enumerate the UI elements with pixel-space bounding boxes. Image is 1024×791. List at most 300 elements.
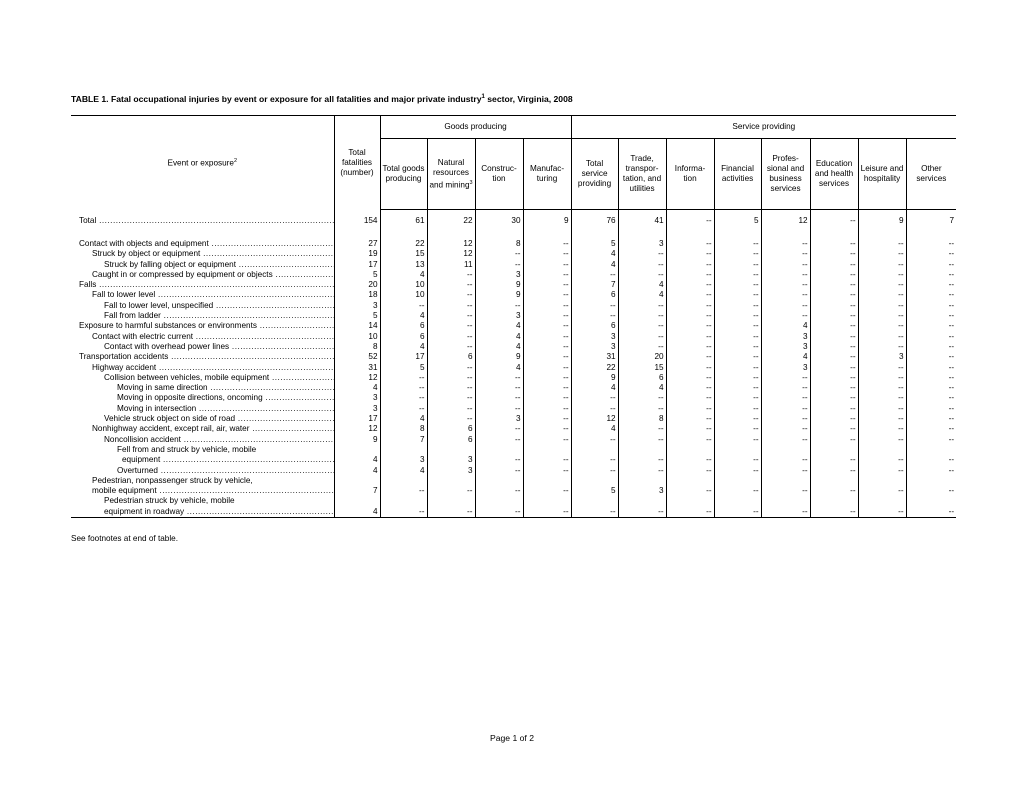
row-value: 3 xyxy=(618,239,666,249)
row-label: Highway accident ..... xyxy=(71,363,334,373)
row-value: -- xyxy=(906,290,956,300)
row-value: -- xyxy=(761,404,810,414)
row-value: 7 xyxy=(380,435,427,445)
row-value: 10 xyxy=(334,332,380,342)
row-value: -- xyxy=(380,404,427,414)
row-value: -- xyxy=(475,455,523,465)
fatalities-table xyxy=(71,115,956,518)
table-row xyxy=(71,383,956,393)
row-value: -- xyxy=(666,435,714,445)
table-row xyxy=(71,280,956,290)
row-value: 3 xyxy=(334,393,380,403)
row-value: -- xyxy=(523,414,571,424)
row-value: -- xyxy=(810,290,858,300)
row-label: Exposure to harmful substances or environments ..... xyxy=(71,321,334,331)
row-label: mobile equipment ..... xyxy=(71,486,334,496)
row-value: -- xyxy=(475,507,523,518)
row-value: 7 xyxy=(571,280,618,290)
row-value: -- xyxy=(618,424,666,434)
row-value: -- xyxy=(858,507,906,518)
row-value: -- xyxy=(858,342,906,352)
row-value xyxy=(475,476,523,486)
row-value: -- xyxy=(714,414,761,424)
row-value: 9 xyxy=(475,352,523,362)
row-value: -- xyxy=(714,383,761,393)
row-value: -- xyxy=(906,311,956,321)
row-value: 12 xyxy=(334,373,380,383)
row-value: -- xyxy=(714,342,761,352)
row-value: 8 xyxy=(380,424,427,434)
row-value: 7 xyxy=(334,486,380,496)
row-value: -- xyxy=(380,301,427,311)
row-value: -- xyxy=(906,414,956,424)
table-row xyxy=(71,486,956,496)
row-value: -- xyxy=(427,373,475,383)
row-value: -- xyxy=(858,321,906,331)
row-value: 41 xyxy=(618,210,666,233)
row-value: -- xyxy=(906,260,956,270)
row-value: -- xyxy=(858,466,906,476)
row-value: -- xyxy=(714,249,761,259)
row-value: -- xyxy=(427,507,475,518)
row-value: -- xyxy=(714,486,761,496)
row-value: -- xyxy=(427,393,475,403)
row-value: -- xyxy=(761,270,810,280)
row-value: -- xyxy=(571,466,618,476)
row-value: -- xyxy=(858,260,906,270)
row-value: -- xyxy=(810,260,858,270)
row-value: -- xyxy=(810,239,858,249)
row-value: 4 xyxy=(475,342,523,352)
row-value: -- xyxy=(714,290,761,300)
row-value: -- xyxy=(810,507,858,518)
row-value: 9 xyxy=(523,210,571,233)
row-label: equipment in roadway ..... xyxy=(71,507,334,518)
row-value: -- xyxy=(714,280,761,290)
row-value: -- xyxy=(810,486,858,496)
row-value: -- xyxy=(666,260,714,270)
row-value: 6 xyxy=(427,352,475,362)
row-value: -- xyxy=(571,507,618,518)
row-value: -- xyxy=(906,373,956,383)
row-value: -- xyxy=(475,260,523,270)
row-value: 5 xyxy=(334,270,380,280)
row-value: -- xyxy=(427,290,475,300)
row-value: 8 xyxy=(334,342,380,352)
row-value: 4 xyxy=(761,352,810,362)
row-value: 6 xyxy=(380,321,427,331)
row-value: -- xyxy=(810,280,858,290)
row-label: Fell from and struck by vehicle, mobile xyxy=(117,444,257,454)
row-value: -- xyxy=(666,290,714,300)
row-value: -- xyxy=(761,424,810,434)
row-value: 4 xyxy=(475,321,523,331)
row-value: -- xyxy=(427,321,475,331)
row-value: -- xyxy=(714,332,761,342)
row-value: -- xyxy=(523,270,571,280)
row-value xyxy=(427,445,475,455)
row-label: Noncollision accident ..... xyxy=(71,435,334,445)
row-value: -- xyxy=(906,435,956,445)
row-label: Vehicle struck object on side of road ..... xyxy=(71,414,334,424)
row-label: Nonhighway accident, except rail, air, water ..... xyxy=(71,424,334,434)
row-value: 3 xyxy=(475,311,523,321)
row-value: -- xyxy=(761,239,810,249)
row-label: Contact with electric current ..... xyxy=(71,332,334,342)
spacer-cell xyxy=(714,232,761,239)
row-label: Contact with overhead power lines ..... xyxy=(71,342,334,352)
spacer-cell xyxy=(906,232,956,239)
spacer-cell xyxy=(475,232,523,239)
row-value: 76 xyxy=(571,210,618,233)
row-value xyxy=(810,445,858,455)
row-value: -- xyxy=(427,280,475,290)
row-value: -- xyxy=(761,383,810,393)
row-value: -- xyxy=(714,455,761,465)
row-value: -- xyxy=(618,455,666,465)
row-value: -- xyxy=(571,455,618,465)
spacer-cell xyxy=(334,232,380,239)
row-value: 9 xyxy=(334,435,380,445)
spacer-cell xyxy=(571,232,618,239)
spacer-cell xyxy=(761,232,810,239)
row-value: -- xyxy=(523,342,571,352)
row-value: -- xyxy=(666,311,714,321)
table-row xyxy=(71,455,956,465)
row-value: -- xyxy=(666,507,714,518)
row-value: -- xyxy=(810,435,858,445)
row-value: -- xyxy=(906,270,956,280)
row-value: -- xyxy=(810,311,858,321)
row-value: 4 xyxy=(380,466,427,476)
row-value: -- xyxy=(906,301,956,311)
row-value: -- xyxy=(761,301,810,311)
row-value: 4 xyxy=(380,414,427,424)
row-value: -- xyxy=(714,270,761,280)
row-label: Fall from ladder ..... xyxy=(71,311,334,321)
row-value: -- xyxy=(618,260,666,270)
row-value: 3 xyxy=(761,332,810,342)
row-value: 9 xyxy=(858,210,906,233)
row-label: Fall to lower level, unspecified ..... xyxy=(71,301,334,311)
row-value: -- xyxy=(666,466,714,476)
row-value: -- xyxy=(523,507,571,518)
row-value: -- xyxy=(571,404,618,414)
service-total-header: Total service providing xyxy=(571,139,618,210)
row-value: -- xyxy=(380,393,427,403)
row-label: Total ..... xyxy=(71,210,334,233)
row-value xyxy=(571,476,618,486)
row-label: Moving in opposite directions, oncoming ..... xyxy=(71,393,334,403)
row-label: Transportation accidents ..... xyxy=(71,352,334,362)
row-label: Overturned ..... xyxy=(71,466,334,476)
row-value: -- xyxy=(427,342,475,352)
row-value: -- xyxy=(666,393,714,403)
row-value: -- xyxy=(810,332,858,342)
row-value: -- xyxy=(475,301,523,311)
row-value xyxy=(810,496,858,506)
spacer-cell xyxy=(427,232,475,239)
row-value: 9 xyxy=(571,373,618,383)
row-value: -- xyxy=(858,414,906,424)
row-value: 4 xyxy=(380,270,427,280)
row-value: -- xyxy=(761,290,810,300)
table-row xyxy=(71,496,956,506)
table-title: TABLE 1. Fatal occupational injuries by event or exposure for all fatalities and major private industry$^1$ sector, Virginia, 2008 xyxy=(71,94,573,104)
row-value xyxy=(666,445,714,455)
row-value: -- xyxy=(666,301,714,311)
row-value: -- xyxy=(714,466,761,476)
row-value: -- xyxy=(523,301,571,311)
row-value: -- xyxy=(475,249,523,259)
spacer-cell xyxy=(523,232,571,239)
row-value xyxy=(858,445,906,455)
row-value: 9 xyxy=(475,290,523,300)
row-value: -- xyxy=(810,321,858,331)
table-row xyxy=(71,414,956,424)
row-value xyxy=(906,476,956,486)
table-row xyxy=(71,404,956,414)
row-value: -- xyxy=(427,414,475,424)
row-value: -- xyxy=(666,342,714,352)
row-value: 6 xyxy=(571,290,618,300)
row-value xyxy=(334,445,380,455)
table-row xyxy=(71,301,956,311)
row-value: 3 xyxy=(761,363,810,373)
row-value: 4 xyxy=(334,455,380,465)
row-value: -- xyxy=(523,404,571,414)
row-value: -- xyxy=(858,270,906,280)
row-value: -- xyxy=(571,393,618,403)
row-value xyxy=(761,476,810,486)
row-value xyxy=(571,496,618,506)
table-row xyxy=(71,321,956,331)
row-value: -- xyxy=(761,466,810,476)
row-value xyxy=(334,496,380,506)
row-value: -- xyxy=(906,342,956,352)
row-value: -- xyxy=(906,424,956,434)
row-value: -- xyxy=(810,249,858,259)
row-value: -- xyxy=(427,363,475,373)
row-value: 22 xyxy=(380,239,427,249)
row-value: -- xyxy=(714,393,761,403)
goods-total-header: Total goods producing xyxy=(380,139,427,210)
spacer-row xyxy=(71,232,956,239)
row-value: -- xyxy=(427,301,475,311)
row-value: -- xyxy=(618,270,666,280)
row-value: -- xyxy=(523,486,571,496)
total-fatalities-header: Total fatalities (number) xyxy=(334,116,380,210)
row-value: -- xyxy=(714,260,761,270)
row-value: -- xyxy=(523,260,571,270)
row-value: -- xyxy=(761,373,810,383)
row-value: -- xyxy=(906,239,956,249)
row-value xyxy=(906,496,956,506)
row-value: -- xyxy=(858,383,906,393)
row-value: -- xyxy=(858,249,906,259)
row-value xyxy=(523,445,571,455)
row-value: -- xyxy=(810,373,858,383)
row-value: -- xyxy=(523,290,571,300)
row-value xyxy=(714,476,761,486)
row-value: -- xyxy=(906,332,956,342)
row-value: -- xyxy=(475,373,523,383)
row-value xyxy=(858,476,906,486)
row-value: -- xyxy=(666,404,714,414)
row-value: -- xyxy=(523,352,571,362)
row-label: Pedestrian, nonpassenger struck by vehicle, xyxy=(92,475,253,485)
row-value: -- xyxy=(761,435,810,445)
row-value: -- xyxy=(858,301,906,311)
row-value: 3 xyxy=(475,414,523,424)
row-value xyxy=(334,476,380,486)
row-value: -- xyxy=(427,404,475,414)
row-value: -- xyxy=(810,383,858,393)
row-value: 4 xyxy=(618,280,666,290)
row-value: 15 xyxy=(618,363,666,373)
row-value: -- xyxy=(858,435,906,445)
table-row xyxy=(71,507,956,518)
row-value: 4 xyxy=(334,466,380,476)
row-value: -- xyxy=(810,363,858,373)
row-value: -- xyxy=(761,280,810,290)
row-value: -- xyxy=(858,393,906,403)
row-value: -- xyxy=(761,260,810,270)
row-value: -- xyxy=(858,332,906,342)
row-value: -- xyxy=(810,466,858,476)
row-value: 3 xyxy=(571,332,618,342)
row-value: -- xyxy=(475,466,523,476)
row-value: -- xyxy=(666,383,714,393)
row-value: -- xyxy=(714,352,761,362)
row-value: -- xyxy=(666,280,714,290)
row-value: -- xyxy=(906,321,956,331)
row-value: 6 xyxy=(571,321,618,331)
row-value xyxy=(714,445,761,455)
table-row xyxy=(71,352,956,362)
row-value: -- xyxy=(714,373,761,383)
row-value: -- xyxy=(475,486,523,496)
row-value: 17 xyxy=(380,352,427,362)
row-value: -- xyxy=(858,424,906,434)
row-value: -- xyxy=(714,311,761,321)
row-value: -- xyxy=(761,507,810,518)
row-value: 4 xyxy=(380,311,427,321)
row-value xyxy=(761,496,810,506)
row-value: -- xyxy=(571,301,618,311)
row-value xyxy=(858,496,906,506)
row-value: 20 xyxy=(334,280,380,290)
row-value: 3 xyxy=(858,352,906,362)
row-value: 3 xyxy=(475,270,523,280)
row-value: -- xyxy=(523,424,571,434)
row-value: -- xyxy=(858,280,906,290)
row-value: 4 xyxy=(475,332,523,342)
table-row xyxy=(71,424,956,434)
row-value: -- xyxy=(906,383,956,393)
row-value: -- xyxy=(427,383,475,393)
table-row xyxy=(71,210,956,233)
row-value: 12 xyxy=(334,424,380,434)
row-value: -- xyxy=(380,486,427,496)
row-value: 4 xyxy=(475,363,523,373)
row-value: -- xyxy=(810,404,858,414)
row-value: -- xyxy=(666,352,714,362)
row-value: -- xyxy=(666,486,714,496)
row-value: -- xyxy=(714,363,761,373)
row-value: -- xyxy=(523,239,571,249)
row-value: -- xyxy=(666,210,714,233)
row-value: -- xyxy=(666,249,714,259)
row-label: equipment ..... xyxy=(71,455,334,465)
page-number: Page 1 of 2 xyxy=(490,733,534,743)
row-value: -- xyxy=(666,414,714,424)
row-value: -- xyxy=(858,363,906,373)
trade-header: Trade, transpor- tation, and utilities xyxy=(618,139,666,210)
row-value: -- xyxy=(714,321,761,331)
row-value: -- xyxy=(666,455,714,465)
information-header: Informa- tion xyxy=(666,139,714,210)
row-value: 20 xyxy=(618,352,666,362)
row-value: 7 xyxy=(906,210,956,233)
row-value: 154 xyxy=(334,210,380,233)
row-value: -- xyxy=(906,352,956,362)
row-value xyxy=(380,476,427,486)
row-value: -- xyxy=(618,393,666,403)
row-value: -- xyxy=(666,332,714,342)
row-value: -- xyxy=(810,393,858,403)
row-value: 27 xyxy=(334,239,380,249)
row-label: Fall to lower level ..... xyxy=(71,290,334,300)
row-value: -- xyxy=(618,332,666,342)
row-value: 17 xyxy=(334,414,380,424)
row-value: -- xyxy=(714,301,761,311)
row-value: -- xyxy=(858,373,906,383)
row-value: 5 xyxy=(334,311,380,321)
row-value: -- xyxy=(571,270,618,280)
row-value: 6 xyxy=(380,332,427,342)
row-value: -- xyxy=(618,466,666,476)
row-value: -- xyxy=(906,455,956,465)
row-value: -- xyxy=(858,290,906,300)
row-value: 11 xyxy=(427,260,475,270)
row-label: Struck by object or equipment ..... xyxy=(71,249,334,259)
row-value: -- xyxy=(571,435,618,445)
row-value: -- xyxy=(427,311,475,321)
row-label: Moving in intersection ..... xyxy=(71,404,334,414)
row-value: -- xyxy=(714,404,761,414)
row-value: -- xyxy=(571,311,618,321)
row-value: 4 xyxy=(618,290,666,300)
row-value: 4 xyxy=(334,507,380,518)
row-value: 22 xyxy=(571,363,618,373)
table-row xyxy=(71,476,956,486)
row-value: -- xyxy=(810,301,858,311)
row-value: -- xyxy=(810,210,858,233)
row-value: 10 xyxy=(380,280,427,290)
row-value: -- xyxy=(523,249,571,259)
row-value: 6 xyxy=(618,373,666,383)
row-value: -- xyxy=(810,424,858,434)
row-value: 30 xyxy=(475,210,523,233)
row-value: 4 xyxy=(380,342,427,352)
natural-resources-header: Natural resources and mining$^3$ xyxy=(427,139,475,210)
row-value: -- xyxy=(666,239,714,249)
row-value: -- xyxy=(906,280,956,290)
footnote: See footnotes at end of table. xyxy=(71,534,178,543)
row-value: 18 xyxy=(334,290,380,300)
row-value: 4 xyxy=(571,424,618,434)
